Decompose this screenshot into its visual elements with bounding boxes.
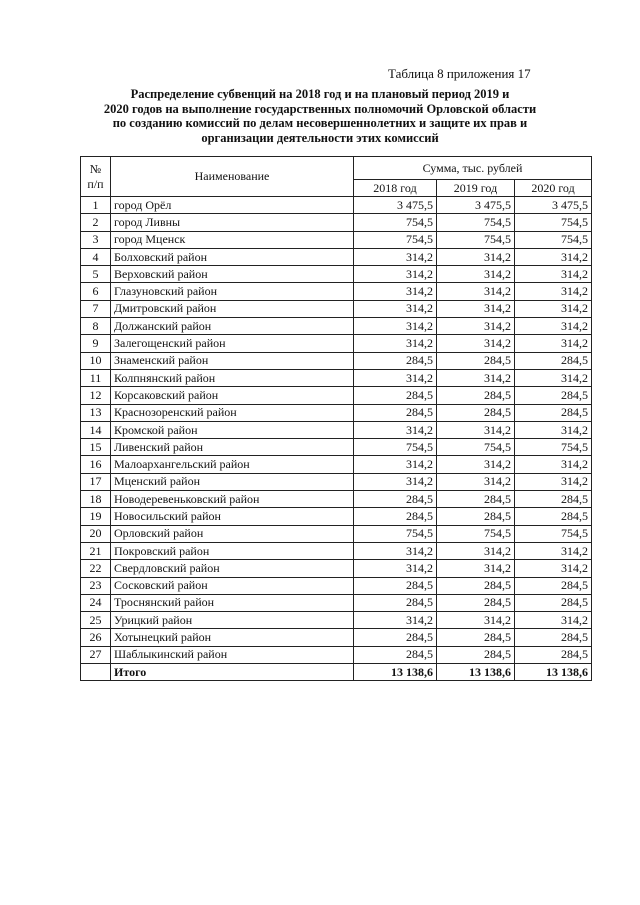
row-value: 754,5: [515, 525, 592, 542]
row-number: 8: [81, 318, 111, 335]
row-number: 27: [81, 646, 111, 663]
row-value: 314,2: [437, 318, 515, 335]
row-value: 284,5: [515, 646, 592, 663]
table-row: [81, 283, 592, 300]
row-number: 1: [81, 197, 111, 214]
row-value: 284,5: [515, 508, 592, 525]
row-value: 314,2: [354, 369, 437, 386]
row-number: 3: [81, 231, 111, 248]
row-value: 284,5: [354, 629, 437, 646]
row-value: 314,2: [354, 318, 437, 335]
row-value: 314,2: [515, 612, 592, 629]
table-row: [81, 404, 592, 421]
row-value: 284,5: [354, 646, 437, 663]
table-row: [81, 369, 592, 386]
table-row: [81, 473, 592, 490]
row-value: 284,5: [437, 646, 515, 663]
row-number: 16: [81, 456, 111, 473]
row-number: 18: [81, 491, 111, 508]
header-sum: Сумма, тыс. рублей: [354, 157, 592, 180]
table-row: [81, 594, 592, 611]
row-value: 314,2: [437, 456, 515, 473]
row-number: 9: [81, 335, 111, 352]
row-value: 284,5: [354, 352, 437, 369]
total-value: 13 138,6: [437, 664, 515, 681]
row-value: 314,2: [354, 421, 437, 438]
row-name: Дмитровский район: [111, 300, 354, 317]
row-name: Свердловский район: [111, 560, 354, 577]
row-name: Колпнянский район: [111, 369, 354, 386]
row-name: Корсаковский район: [111, 387, 354, 404]
row-number: 7: [81, 300, 111, 317]
row-name: Верховский район: [111, 266, 354, 283]
table-row: [81, 387, 592, 404]
row-number: 5: [81, 266, 111, 283]
row-value: 754,5: [354, 214, 437, 231]
row-number: 26: [81, 629, 111, 646]
row-value: 314,2: [354, 456, 437, 473]
row-value: 284,5: [437, 352, 515, 369]
row-name: Болховский район: [111, 248, 354, 265]
row-value: 314,2: [515, 369, 592, 386]
total-row: [81, 664, 592, 681]
row-value: 314,2: [354, 283, 437, 300]
row-name: Новосильский район: [111, 508, 354, 525]
row-value: 754,5: [354, 439, 437, 456]
row-number: 20: [81, 525, 111, 542]
row-value: 314,2: [515, 248, 592, 265]
row-value: 284,5: [354, 387, 437, 404]
row-value: 314,2: [515, 421, 592, 438]
row-value: 284,5: [515, 594, 592, 611]
row-value: 314,2: [437, 335, 515, 352]
header-year-2019: 2019 год: [437, 180, 515, 197]
row-value: 284,5: [354, 577, 437, 594]
row-value: 314,2: [437, 266, 515, 283]
table-row: [81, 197, 592, 214]
row-number: 14: [81, 421, 111, 438]
row-number: 2: [81, 214, 111, 231]
row-value: 314,2: [437, 421, 515, 438]
row-name: Ливенский район: [111, 439, 354, 456]
row-value: 314,2: [437, 300, 515, 317]
row-number: 19: [81, 508, 111, 525]
row-name: Сосковский район: [111, 577, 354, 594]
row-value: 284,5: [437, 594, 515, 611]
row-name: Хотынецкий район: [111, 629, 354, 646]
header-year-2018: 2018 год: [354, 180, 437, 197]
table-row: [81, 646, 592, 663]
table-row: [81, 491, 592, 508]
table-row: [81, 214, 592, 231]
total-number: [81, 664, 111, 681]
row-value: 284,5: [437, 491, 515, 508]
row-value: 754,5: [437, 439, 515, 456]
table-row: [81, 612, 592, 629]
row-value: 284,5: [515, 491, 592, 508]
row-number: 10: [81, 352, 111, 369]
total-value: 13 138,6: [354, 664, 437, 681]
header-name: Наименование: [111, 157, 354, 197]
row-value: 314,2: [354, 266, 437, 283]
row-value: 284,5: [437, 629, 515, 646]
row-name: Покровский район: [111, 542, 354, 559]
row-value: 284,5: [437, 508, 515, 525]
table-row: [81, 300, 592, 317]
row-name: Кромской район: [111, 421, 354, 438]
row-value: 314,2: [515, 335, 592, 352]
row-value: 314,2: [437, 283, 515, 300]
title-line: 2020 годов на выполнение государственных полномочий Орловской области: [103, 101, 537, 116]
row-value: 314,2: [515, 456, 592, 473]
title-line: Распределение субвенций на 2018 год и на плановый период 2019 и: [130, 87, 510, 101]
row-value: 284,5: [354, 508, 437, 525]
table-row: [81, 560, 592, 577]
row-value: 314,2: [354, 335, 437, 352]
row-name: Должанский район: [111, 318, 354, 335]
row-name: Малоархангельский район: [111, 456, 354, 473]
table-row: [81, 248, 592, 265]
table-row: [81, 421, 592, 438]
row-value: 754,5: [515, 439, 592, 456]
row-number: 25: [81, 612, 111, 629]
row-value: 314,2: [354, 473, 437, 490]
row-value: 314,2: [515, 318, 592, 335]
row-value: 284,5: [437, 404, 515, 421]
row-name: Знаменский район: [111, 352, 354, 369]
row-name: Мценский район: [111, 473, 354, 490]
title-line: по созданию комиссий по делам несовершеннолетних и защите их прав и: [112, 116, 528, 130]
row-number: 17: [81, 473, 111, 490]
row-value: 284,5: [515, 352, 592, 369]
row-name: Троснянский район: [111, 594, 354, 611]
row-value: 314,2: [437, 560, 515, 577]
document-title: [90, 87, 550, 145]
row-value: 314,2: [515, 542, 592, 559]
row-value: 284,5: [354, 594, 437, 611]
row-value: 314,2: [354, 542, 437, 559]
row-value: 284,5: [515, 629, 592, 646]
row-number: 13: [81, 404, 111, 421]
table-row: [81, 231, 592, 248]
table-row: [81, 525, 592, 542]
row-value: 314,2: [437, 612, 515, 629]
row-value: 284,5: [515, 387, 592, 404]
row-value: 3 475,5: [515, 197, 592, 214]
row-number: 6: [81, 283, 111, 300]
row-number: 22: [81, 560, 111, 577]
row-value: 754,5: [354, 231, 437, 248]
row-value: 314,2: [515, 283, 592, 300]
row-value: 314,2: [354, 560, 437, 577]
row-value: 314,2: [437, 473, 515, 490]
row-value: 284,5: [515, 577, 592, 594]
row-value: 284,5: [354, 491, 437, 508]
row-number: 15: [81, 439, 111, 456]
row-value: 314,2: [354, 300, 437, 317]
row-value: 754,5: [354, 525, 437, 542]
row-value: 754,5: [515, 231, 592, 248]
row-number: 21: [81, 542, 111, 559]
row-value: 754,5: [437, 525, 515, 542]
row-value: 284,5: [437, 577, 515, 594]
table-row: [81, 508, 592, 525]
row-number: 24: [81, 594, 111, 611]
row-value: 314,2: [515, 300, 592, 317]
row-value: 284,5: [437, 387, 515, 404]
row-value: 754,5: [437, 214, 515, 231]
row-value: 314,2: [515, 560, 592, 577]
row-value: 284,5: [354, 404, 437, 421]
table-body: [81, 197, 592, 681]
row-name: город Мценск: [111, 231, 354, 248]
total-label: Итого: [111, 664, 354, 681]
row-value: 314,2: [515, 266, 592, 283]
row-name: город Орёл: [111, 197, 354, 214]
row-name: Залегощенский район: [111, 335, 354, 352]
row-number: 11: [81, 369, 111, 386]
row-value: 314,2: [354, 248, 437, 265]
row-value: 314,2: [437, 248, 515, 265]
table-row: [81, 266, 592, 283]
row-value: 3 475,5: [354, 197, 437, 214]
row-value: 314,2: [354, 612, 437, 629]
row-value: 754,5: [515, 214, 592, 231]
row-name: Краснозоренский район: [111, 404, 354, 421]
row-name: Орловский район: [111, 525, 354, 542]
table-row: [81, 456, 592, 473]
row-value: 3 475,5: [437, 197, 515, 214]
header-number: № п/п: [81, 157, 111, 197]
table-row: [81, 318, 592, 335]
row-name: Глазуновский район: [111, 283, 354, 300]
table-row: [81, 335, 592, 352]
title-line: организации деятельности этих комиссий: [201, 130, 439, 145]
row-name: Урицкий район: [111, 612, 354, 629]
table-row: [81, 439, 592, 456]
row-value: 284,5: [515, 404, 592, 421]
table-row: [81, 629, 592, 646]
total-value: 13 138,6: [515, 664, 592, 681]
row-name: Шаблыкинский район: [111, 646, 354, 663]
table-row: [81, 352, 592, 369]
row-value: 314,2: [437, 369, 515, 386]
row-number: 12: [81, 387, 111, 404]
row-number: 4: [81, 248, 111, 265]
row-value: 754,5: [437, 231, 515, 248]
subsidy-table: [80, 156, 592, 681]
row-value: 314,2: [515, 473, 592, 490]
table-row: [81, 577, 592, 594]
header-year-2020: 2020 год: [515, 180, 592, 197]
row-name: город Ливны: [111, 214, 354, 231]
table-row: [81, 542, 592, 559]
table-reference: Таблица 8 приложения 17: [388, 66, 531, 81]
row-number: 23: [81, 577, 111, 594]
row-name: Новодеревеньковский район: [111, 491, 354, 508]
row-value: 314,2: [437, 542, 515, 559]
